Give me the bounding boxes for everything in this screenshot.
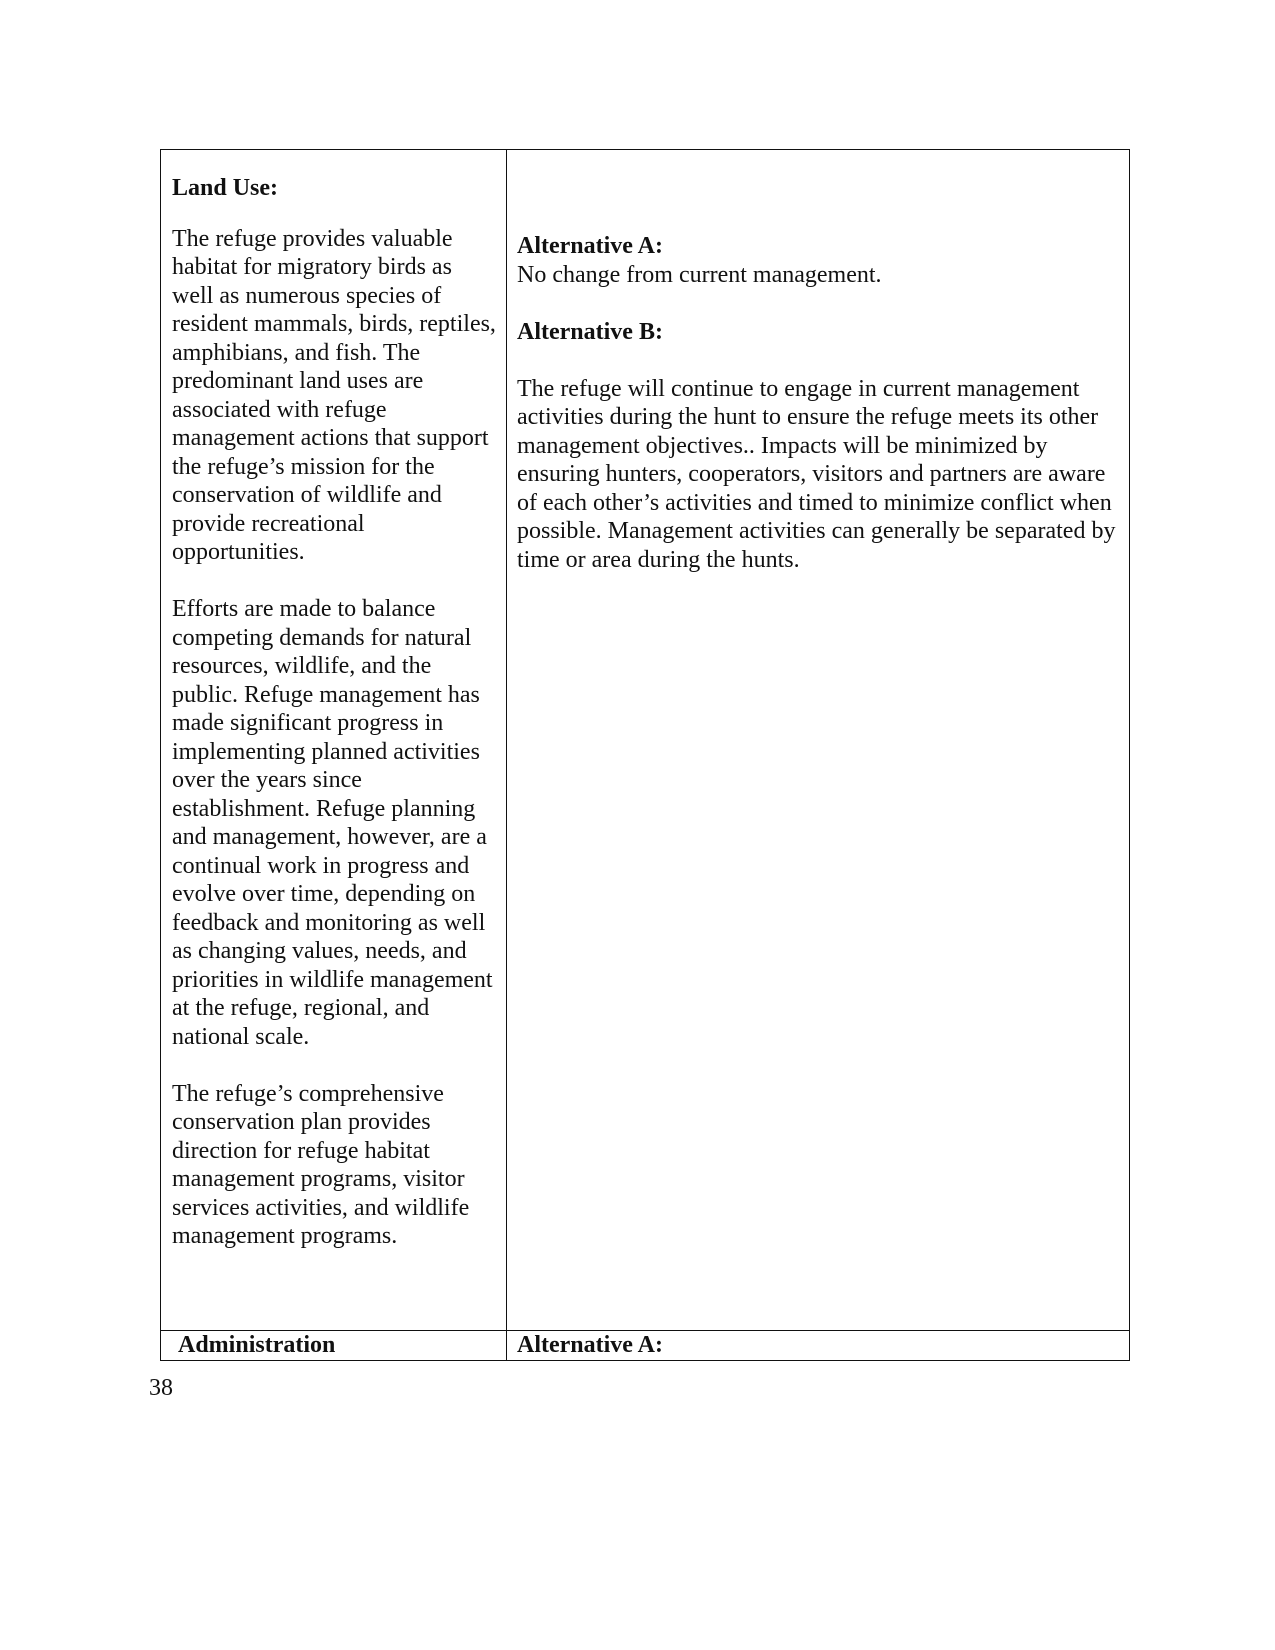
land-use-paragraph-1: The refuge provides valuable habitat for migratory birds as well as numerous species of resident mammals, birds, reptiles, amphibians, and fish. The predominant land uses are associated with refuge management actions that support the refuge’s mission for the conservation of wildlife and provide recreational opportunities.	[172, 225, 496, 565]
alternative-a-text: No change from current management.	[517, 261, 882, 288]
administration-heading: Administration	[161, 1331, 507, 1361]
alternative-a-heading: Alternative A:	[517, 233, 663, 259]
land-use-paragraph-3: The refuge’s comprehensive conservation plan provides direction for refuge habitat management programs, visitor services activities, and wildlife management programs.	[172, 1080, 470, 1249]
table-row-administration	[161, 1331, 1130, 1361]
alternative-b-heading: Alternative B:	[517, 318, 663, 345]
table-row-land-use	[161, 150, 1130, 1331]
page-number: 38	[149, 1375, 173, 1401]
alternatives-cell	[507, 150, 1130, 1331]
land-use-paragraph-2: Efforts are made to balance competing demands for natural resources, wildlife, and the public. Refuge management has made significant progress in implementing planned activities over the years since establishment. Refuge planning and management, however, are a continual work in progress and evolve over time, depending on feedback and monitoring as well as changing values, needs, and priorities in wildlife management at the refuge, regional, and national scale.	[172, 596, 493, 1050]
impact-table	[160, 149, 1130, 1361]
land-use-cell	[161, 150, 507, 1331]
alternative-b-text: The refuge will continue to engage in current management activities during the hunt to ensure the refuge meets its other management objectives.. Impacts will be minimized by ensuring hunters, cooperators, visitors and partners are aware of each other’s activities and timed to minimize conflict when possible. Management activities can generally be separated by time or area during the hunts.	[517, 375, 1116, 573]
administration-alternative-a-heading: Alternative A:	[507, 1331, 1130, 1361]
land-use-heading: Land Use:	[172, 175, 279, 201]
